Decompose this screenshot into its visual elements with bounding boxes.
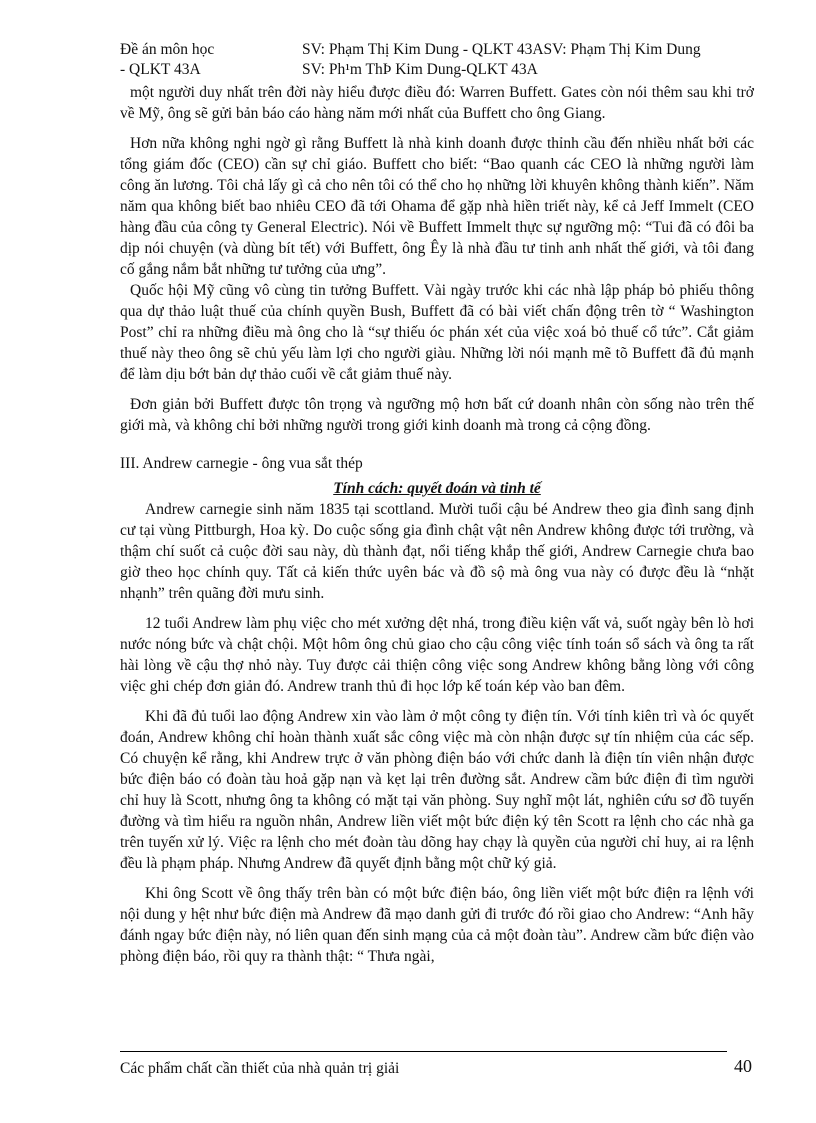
footer-title: Các phẩm chất cần thiết của nhà quản trị giải [120, 1060, 400, 1077]
header-student-info: SV: Phạm Thị Kim Dung - QLKT 43ASV: Phạm Thị Kim Dung [302, 41, 701, 58]
paragraph: Quốc hội Mỹ cũng vô cùng tin tưởng Buffett. Vài ngày trước khi các nhà lập pháp bỏ phiếu thông qua dự thảo luật thuế của chính quyền Bush, Buffett đã có bài viết chấn động trên tờ “ Washington Post” chỉ ra những điều mà ông cho là “sự thiếu óc phán xét của việc xoá bỏ thuế cổ tức”. Cắt giảm thuế này theo ông sẽ chủ yếu làm lợi cho người giàu. Những lời nói mạnh mẽ tõ Buffett đã đủ mạnh để làm dịu bớt bản dự thảo cuối về cắt giảm thuế này. [120, 282, 754, 383]
paragraph: một người duy nhất trên đời này hiểu được điều đó: Warren Buffett. Gates còn nói thêm sau khi trở về Mỹ, ông sẽ gửi bản báo cáo hàng năm mới nhất của Buffett cho ông Giang. [120, 84, 754, 122]
paragraph: Đơn giản bởi Buffett được tôn trọng và ngưỡng mộ hơn bất cứ doanh nhân còn sống nào trên thế giới mà, và không chỉ bởi những người trong giới kinh doanh mà trong cả cộng đồng. [120, 396, 754, 434]
paragraph: Khi đã đủ tuổi lao động Andrew xin vào làm ở một công ty điện tín. Với tính kiên trì và óc quyết đoán, Andrew không chỉ hoàn thành xuất sắc công việc mà còn nhận được sự tín nhiệm của các sếp. Có chuyện kể rằng, khi Andrew trực ở văn phòng điện báo với chức danh là điện tín viên nhận được bức điện báo có đoàn tàu hoả gặp nạn và kẹt lại trên đường sắt. Andrew cầm bức điện đi tìm người chỉ huy là Scott, nhưng ông ta không có mặt tại văn phòng. Suy nghĩ một lát, nghiên cứu sơ đồ tuyến đường và tìm hiểu ra nguồn nhân, Andrew liền viết một bức điện ký tên Scott ra lệnh cho các nhà ga trên tuyến xử lý. Việc ra lệnh cho mét đoàn tàu dõng hay chạy là quyền của người chỉ huy, ai ra lệnh đều là phạm pháp. Nhưng Andrew đã quyết định bằng một chữ ký giả. [120, 708, 754, 872]
header-class-code: - QLKT 43A [120, 61, 201, 78]
section-heading: III. Andrew carnegie - ông vua sắt thép [120, 455, 363, 472]
footer-divider [120, 1051, 727, 1052]
paragraph: Khi ông Scott về ông thấy trên bàn có một bức điện báo, ông liền viết một bức điện ra lệnh với nội dung y hệt như bức điện mà Andrew đã mạo danh gửi đi trước đó rồi giao cho Andrew: “Anh hãy đánh ngay bức điện này, nó liên quan đến sinh mạng của cả một đoàn tàu”. Andrew cầm bức điện vào phòng điện báo, rồi quy ra thành thật: “ Thưa ngài, [120, 885, 754, 965]
document-body [120, 82, 754, 967]
paragraph: 12 tuổi Andrew làm phụ việc cho mét xưởng dệt nhá, trong điều kiện vất vả, suốt ngày bên lò hơi nước nóng bức và chật chội. Một hôm ông chủ giao cho cậu công việc tính toán sổ sách và ông ta rất hài lòng về cậu thợ nhỏ này. Tuy được cải thiện công việc song Andrew không bằng lòng với công việc ghi chép đơn giản đó. Andrew tranh thủ đi học lớp kế toán kép vào ban đêm. [120, 615, 754, 695]
subsection-title: Tính cách: quyết đoán và tinh tế [333, 480, 541, 497]
page-header [120, 40, 760, 80]
page-number: 40 [734, 1056, 752, 1076]
paragraph: Andrew carnegie sinh năm 1835 tại scottland. Mười tuổi cậu bé Andrew theo gia đình sang định cư tại vùng Pittburgh, Hoa kỳ. Do cuộc sống gia đình chật vật nên Andrew không được tới trường, và thậm chí suốt cả cuộc đời sau này, dù thành đạt, nổi tiếng khắp thế giới, Andrew Carnegie chưa bao giờ theo học chính quy. Tất cả kiến thức uyên bác và đồ sộ mà ông vua này có được đều là “nhặt nhạnh” trên quãng đời mưu sinh. [120, 501, 754, 602]
header-student-info-legacy: SV: Ph¹m ThÞ Kim Dung-QLKT 43A [302, 61, 538, 78]
header-row-1 [120, 40, 760, 60]
paragraph: Hơn nữa không nghi ngờ gì rằng Buffett là nhà kinh doanh được thỉnh cầu đến nhiều nhất bởi các tổng giám đốc (CEO) cần sự chỉ giáo. Buffett cho biết: “Bao quanh các CEO là những người làm công ăn lương. Tôi chả lấy gì cả cho nên tôi có thể cho họ những lời khuyên không thành kiến”. Năm năm qua không biết bao nhiêu CEO đã tới Ohama để gặp nhà hiền triết này, kể cả Jeff Immelt (CEO hàng đầu của công ty General Electric). Nói về Buffett Immelt thực sự ngưỡng mộ: “Tui đã có đôi ba dịp nói chuyện (và dùng bít tết) với Buffett, ông Êy là nhà đầu tư tinh anh nhất thế giới, và tôi đang cố gắng nắm bắt những tư tưởng của ưng”. [120, 135, 754, 278]
header-course-title: Đề án môn học [120, 41, 215, 58]
header-row-2 [120, 60, 760, 80]
